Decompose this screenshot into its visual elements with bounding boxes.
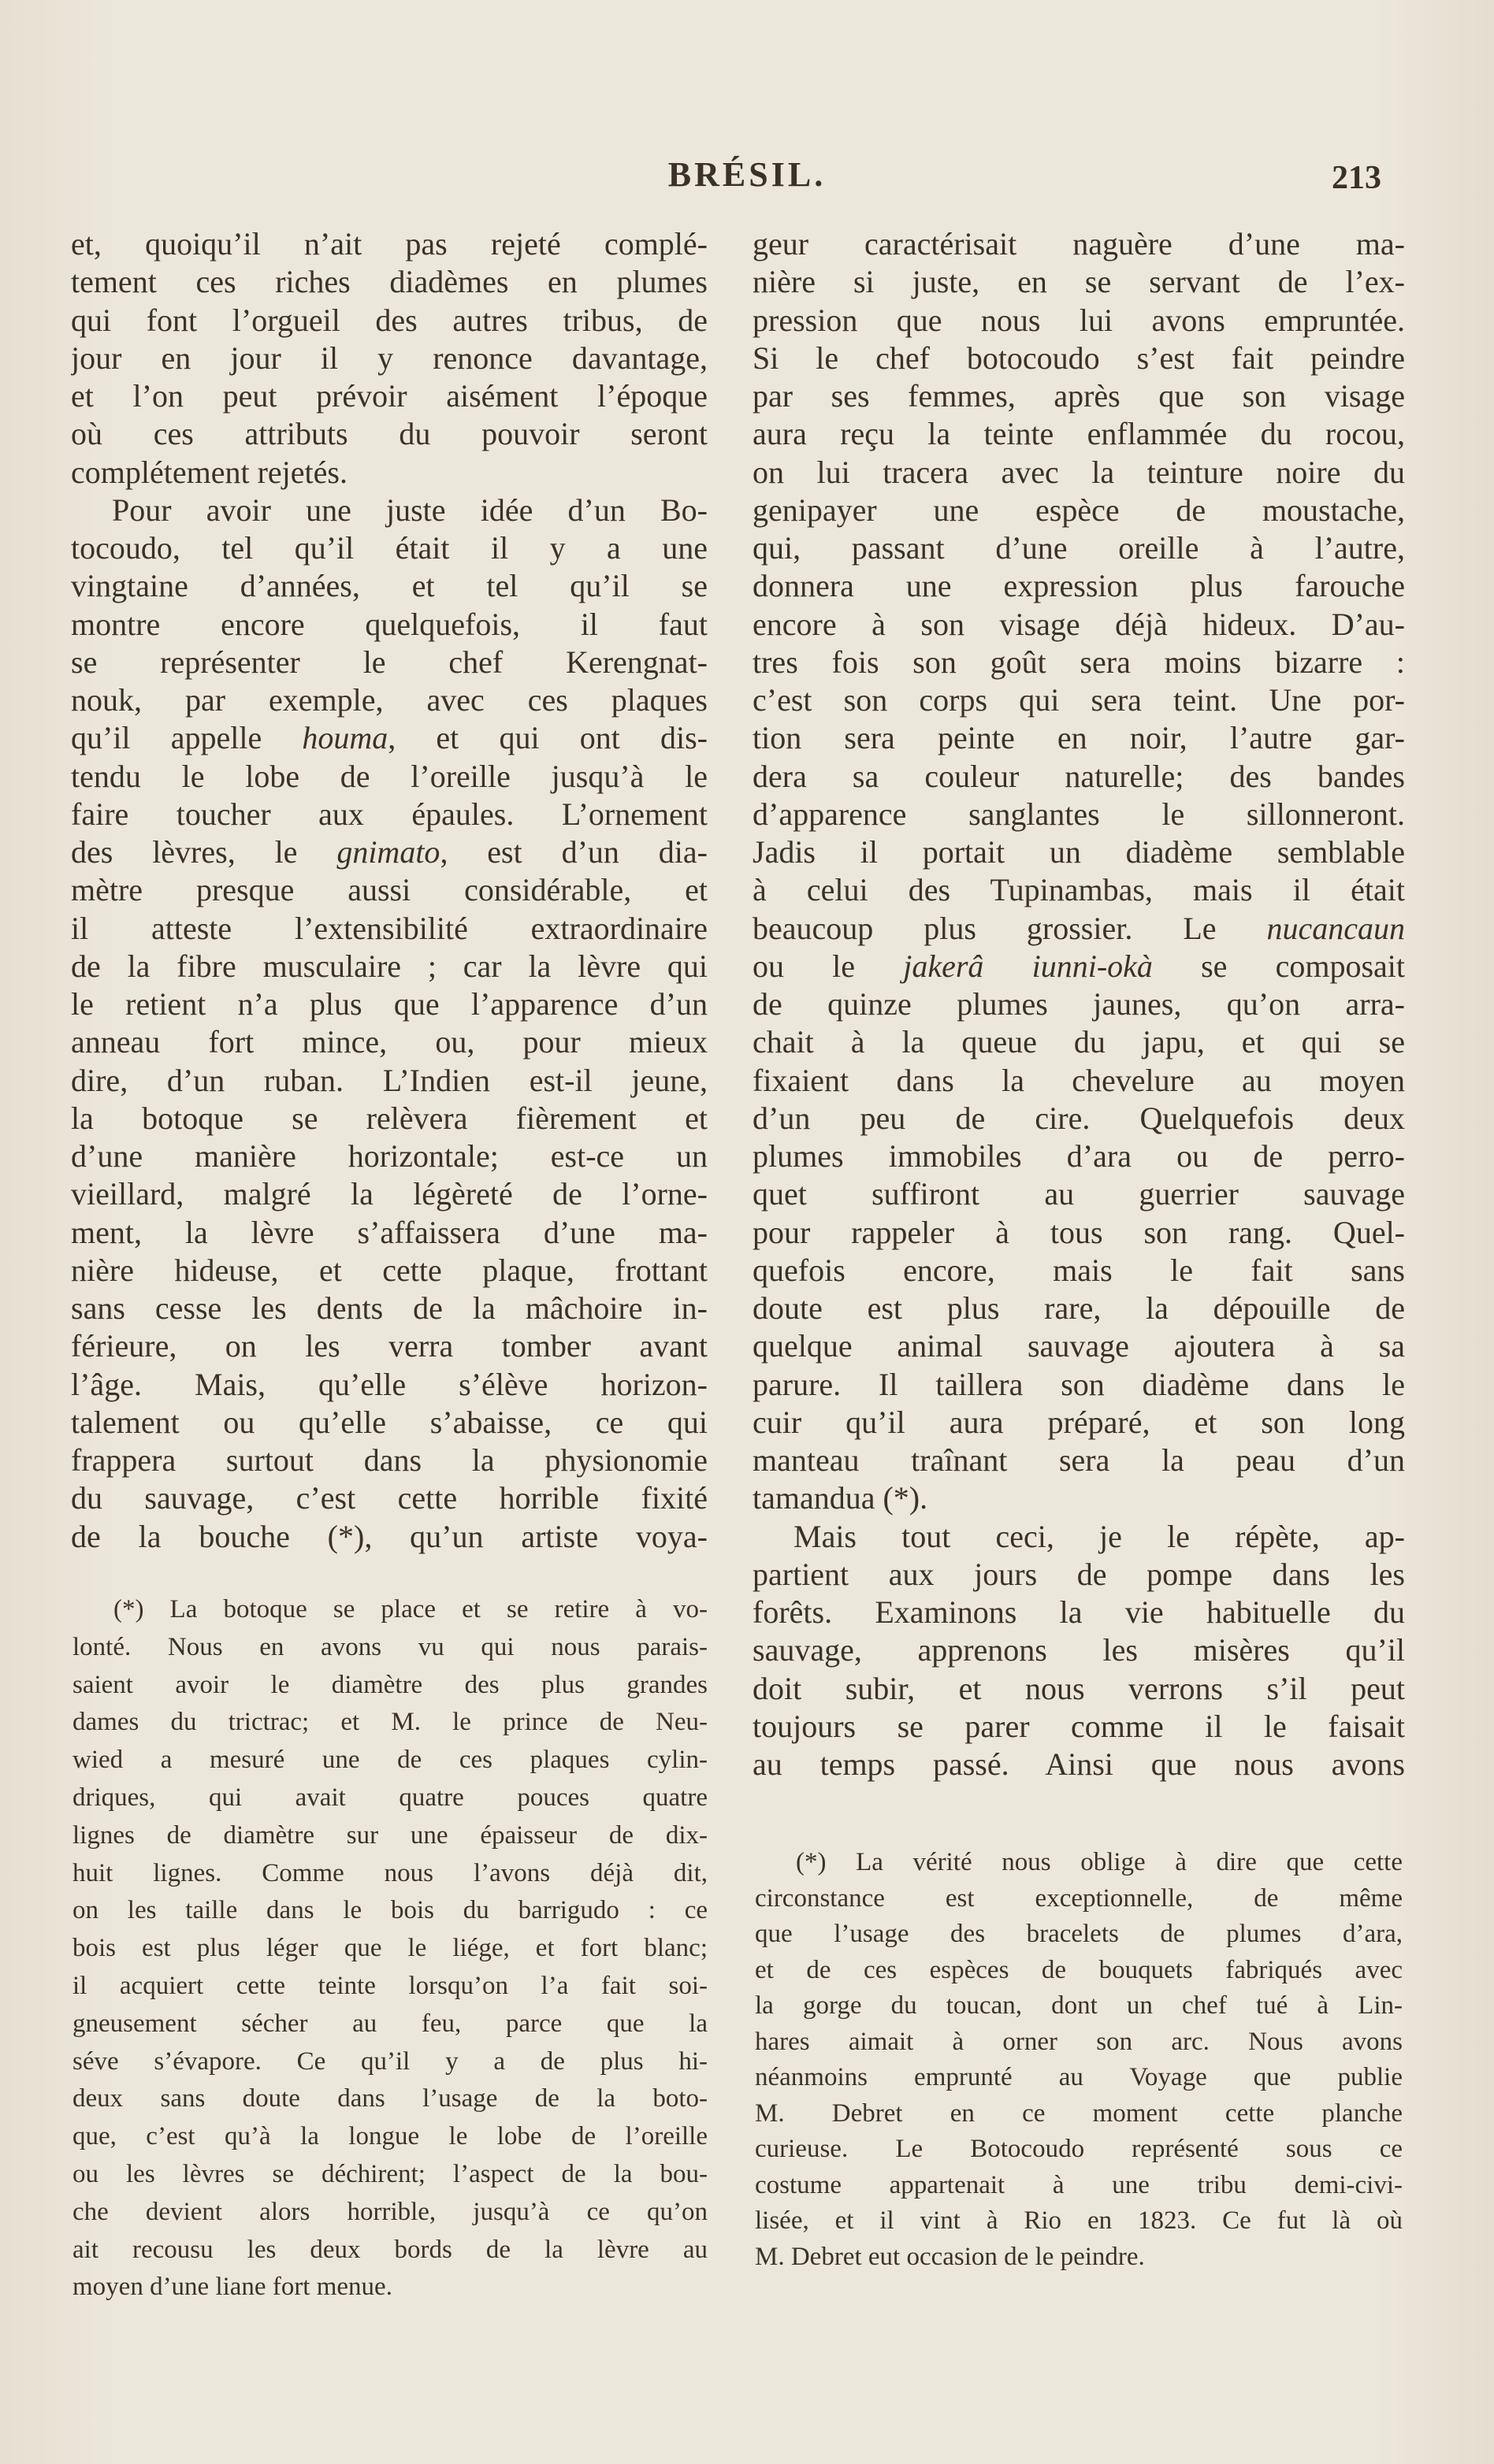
text-line: quefois encore, mais le fait sans: [753, 1252, 1405, 1288]
text-line: hares aimait à orner son arc. Nous avons: [755, 2027, 1403, 2056]
text-line: driques, qui avait quatre pouces quatre: [72, 1783, 708, 1812]
text-line: (*) La vérité nous oblige à dire que cette: [796, 1848, 1403, 1876]
text-line: doit subir, et nous verrons s’il peut: [753, 1670, 1405, 1706]
left-text-column: [71, 225, 708, 1556]
text-line: nière si juste, en se servant de l’ex-: [753, 264, 1405, 300]
text-line: donnera une expression plus farouche: [753, 568, 1405, 604]
text-line: cuir qu’il aura préparé, et son long: [753, 1404, 1405, 1440]
text-line: che devient alors horrible, jusqu’à ce qu’on: [72, 2197, 708, 2226]
text-line: qui, passant d’une oreille à l’autre,: [753, 530, 1405, 566]
text-line: parure. Il taillera son diadème dans le: [753, 1366, 1405, 1402]
text-line: aura reçu la teinte enflammée du rocou,: [753, 416, 1405, 452]
text-segment: ou le: [753, 948, 904, 984]
text-line: costume appartenait à une tribu demi-civi-: [755, 2170, 1403, 2199]
text-line: néanmoins emprunté au Voyage que publie: [755, 2063, 1403, 2091]
text-line: lisée, et il vint à Rio en 1823. Ce fut là où: [755, 2206, 1403, 2235]
text-line: pour rappeler à tous son rang. Quel-: [753, 1214, 1405, 1250]
text-line: séve s’évapore. Ce qu’il y a de plus hi-: [72, 2047, 708, 2076]
text-line: par ses femmes, après que son visage: [753, 378, 1405, 414]
running-header-title: BRÉSIL.: [667, 155, 827, 194]
text-line: [753, 910, 1405, 948]
text-line: lonté. Nous en avons vu qui nous parais-: [72, 1632, 708, 1661]
text-line: montre encore quelquefois, il faut: [71, 606, 708, 642]
text-line: tendu le lobe de l’oreille jusqu’à le: [71, 758, 708, 794]
text-line: et de ces espèces de bouquets fabriqués avec: [755, 1955, 1403, 1984]
text-line: la botoque se relèvera fièrement et: [71, 1100, 708, 1136]
text-line: partient aux jours de pompe dans les: [753, 1556, 1405, 1592]
text-line: bois est plus léger que le liége, et fort blanc;: [72, 1934, 708, 1963]
text-line: circonstance est exceptionnelle, de même: [755, 1883, 1403, 1913]
text-line: d’apparence sanglantes le sillonneront.: [753, 796, 1405, 832]
italic-term: houma: [302, 720, 388, 756]
text-line: chait à la queue du japu, et qui se: [753, 1024, 1405, 1060]
text-line: M. Debret en ce moment cette planche: [755, 2098, 1403, 2128]
text-line: tion sera peinte en noir, l’autre gar-: [753, 720, 1405, 756]
text-line: que l’usage des bracelets de plumes d’ara,: [755, 1920, 1403, 1948]
text-line: gneusement sécher au feu, parce que la: [72, 2009, 708, 2038]
text-segment: , et qui ont dis-: [388, 720, 708, 756]
text-line: manteau traînant sera la peau d’un: [753, 1442, 1405, 1478]
text-line: ment, la lèvre s’affaissera d’une ma-: [71, 1214, 708, 1250]
text-line: forêts. Examinons la vie habituelle du: [753, 1594, 1405, 1630]
text-line: toujours se parer comme il le faisait: [753, 1708, 1405, 1744]
text-line: vingtaine d’années, et tel qu’il se: [71, 568, 708, 604]
text-line: du sauvage, c’est cette horrible fixité: [71, 1480, 708, 1516]
text-line: quet suffiront au guerrier sauvage: [753, 1176, 1405, 1212]
text-line: vieillard, malgré la légèreté de l’orne-: [71, 1176, 708, 1212]
text-line: fixaient dans la chevelure au moyen: [753, 1062, 1405, 1098]
text-line: d’une manière horizontale; est-ce un: [71, 1138, 708, 1174]
text-line: complétement rejetés.: [71, 454, 347, 490]
italic-term: nucancaun: [1266, 910, 1405, 946]
text-line: c’est son corps qui sera teint. Une por-: [753, 682, 1405, 718]
text-line: nouk, par exemple, avec ces plaques: [71, 682, 708, 718]
text-line: huit lignes. Comme nous l’avons déjà dit,: [72, 1858, 708, 1887]
text-line: jour en jour il y renonce davantage,: [71, 340, 708, 376]
text-line: anneau fort mince, ou, pour mieux: [71, 1024, 708, 1060]
text-line: et l’on peut prévoir aisément l’époque: [71, 378, 708, 414]
text-line: frappera surtout dans la physionomie: [71, 1442, 708, 1478]
text-line: tocoudo, tel qu’il était il y a une: [71, 530, 708, 566]
text-line: il acquiert cette teinte lorsqu’on l’a fait soi-: [72, 1971, 708, 2000]
text-line: deux sans doute dans l’usage de la boto-: [72, 2084, 708, 2113]
text-line: où ces attributs du pouvoir seront: [71, 416, 708, 452]
text-line: quelque animal sauvage ajoutera à sa: [753, 1328, 1405, 1364]
text-line: [71, 833, 708, 871]
text-line: M. Debret eut occasion de le peindre.: [755, 2242, 1145, 2271]
text-line: il atteste l’extensibilité extraordinaire: [71, 910, 708, 946]
text-segment: des lèvres, le: [71, 834, 337, 870]
text-line: pression que nous lui avons empruntée.: [753, 302, 1405, 338]
right-footnote: [755, 1845, 1403, 2275]
text-line: geur caractérisait naguère d’une ma-: [753, 226, 1405, 262]
text-line: wied a mesuré une de ces plaques cylin-: [72, 1746, 708, 1775]
text-line: au temps passé. Ainsi que nous avons: [753, 1746, 1405, 1782]
right-text-column: [753, 225, 1405, 1783]
text-line: lignes de diamètre sur une épaisseur de dix-: [72, 1820, 708, 1850]
italic-term: gnimato: [336, 834, 440, 870]
text-line: nière hideuse, et cette plaque, frottant: [71, 1252, 708, 1288]
text-line: curieuse. Le Botocoudo représenté sous ce: [755, 2135, 1403, 2163]
text-line: plumes immobiles d’ara ou de perro-: [753, 1138, 1405, 1174]
text-line: doute est plus rare, la dépouille de: [753, 1290, 1405, 1326]
text-line: ou les lèvres se déchirent; l’aspect de la bou-: [72, 2159, 708, 2188]
text-line: qui font l’orgueil des autres tribus, de: [71, 302, 708, 338]
text-line: dames du trictrac; et M. le prince de Neu-: [72, 1708, 708, 1737]
text-line: à celui des Tupinambas, mais il était: [753, 872, 1405, 908]
text-segment: beaucoup plus grossier. Le: [753, 910, 1267, 946]
text-line: faire toucher aux épaules. L’ornement: [71, 796, 708, 832]
text-line: tement ces riches diadèmes en plumes: [71, 264, 708, 300]
text-segment: , est d’un dia-: [440, 834, 708, 870]
text-line: férieure, on les verra tomber avant: [71, 1328, 708, 1364]
text-line: Jadis il portait un diadème semblable: [753, 834, 1405, 870]
text-line: de quinze plumes jaunes, qu’on arra-: [753, 986, 1405, 1022]
text-line: dire, d’un ruban. L’Indien est-il jeune,: [71, 1062, 708, 1098]
left-footnote: [72, 1591, 708, 2306]
text-line: de la bouche (*), qu’un artiste voya-: [71, 1518, 708, 1554]
text-line: se représenter le chef Kerengnat-: [71, 644, 708, 680]
text-line: Pour avoir une juste idée d’un Bo-: [112, 492, 708, 528]
italic-term: jakerâ iunni-okà: [903, 948, 1153, 984]
text-line: moyen d’une liane fort menue.: [72, 2273, 392, 2302]
text-line: tamandua (*).: [753, 1480, 928, 1516]
text-line: saient avoir le diamètre des plus grandes: [72, 1670, 708, 1699]
text-line: (*) La botoque se place et se retire à vo-: [113, 1595, 708, 1623]
text-line: on les taille dans le bois du barrigudo : ce: [72, 1896, 708, 1925]
text-segment: qu’il appelle: [71, 720, 303, 756]
text-line: tres fois son goût sera moins bizarre :: [753, 644, 1405, 680]
text-line: [71, 719, 708, 757]
text-line: Si le chef botocoudo s’est fait peindre: [753, 340, 1405, 376]
text-segment: se composait: [1152, 948, 1405, 984]
text-line: encore à son visage déjà hideux. D’au-: [753, 606, 1405, 642]
text-line: sans cesse les dents de la mâchoire in-: [71, 1290, 708, 1326]
text-line: dera sa couleur naturelle; des bandes: [753, 758, 1405, 794]
text-line: d’un peu de cire. Quelquefois deux: [753, 1100, 1405, 1136]
text-line: ait recousu les deux bords de la lèvre au: [72, 2235, 708, 2264]
text-line: que, c’est qu’à la longue le lobe de l’oreille: [72, 2122, 708, 2151]
text-line: on lui tracera avec la teinture noire du: [753, 454, 1405, 490]
text-line: et, quoiqu’il n’ait pas rejeté complé-: [71, 226, 708, 262]
text-line: mètre presque aussi considérable, et: [71, 872, 708, 908]
page-number: 213: [1332, 160, 1381, 196]
text-line: genipayer une espèce de moustache,: [753, 492, 1405, 528]
text-line: le retient n’a plus que l’apparence d’un: [71, 986, 708, 1022]
text-line: talement ou qu’elle s’abaisse, ce qui: [71, 1404, 708, 1440]
text-line: [753, 948, 1405, 985]
text-line: sauvage, apprenons les misères qu’il: [753, 1632, 1405, 1668]
text-line: l’âge. Mais, qu’elle s’élève horizon-: [71, 1366, 708, 1402]
text-line: de la fibre musculaire ; car la lèvre qui: [71, 948, 708, 984]
text-line: Mais tout ceci, je le répète, ap-: [793, 1518, 1405, 1554]
text-line: la gorge du toucan, dont un chef tué à Lin-: [755, 1991, 1403, 2020]
